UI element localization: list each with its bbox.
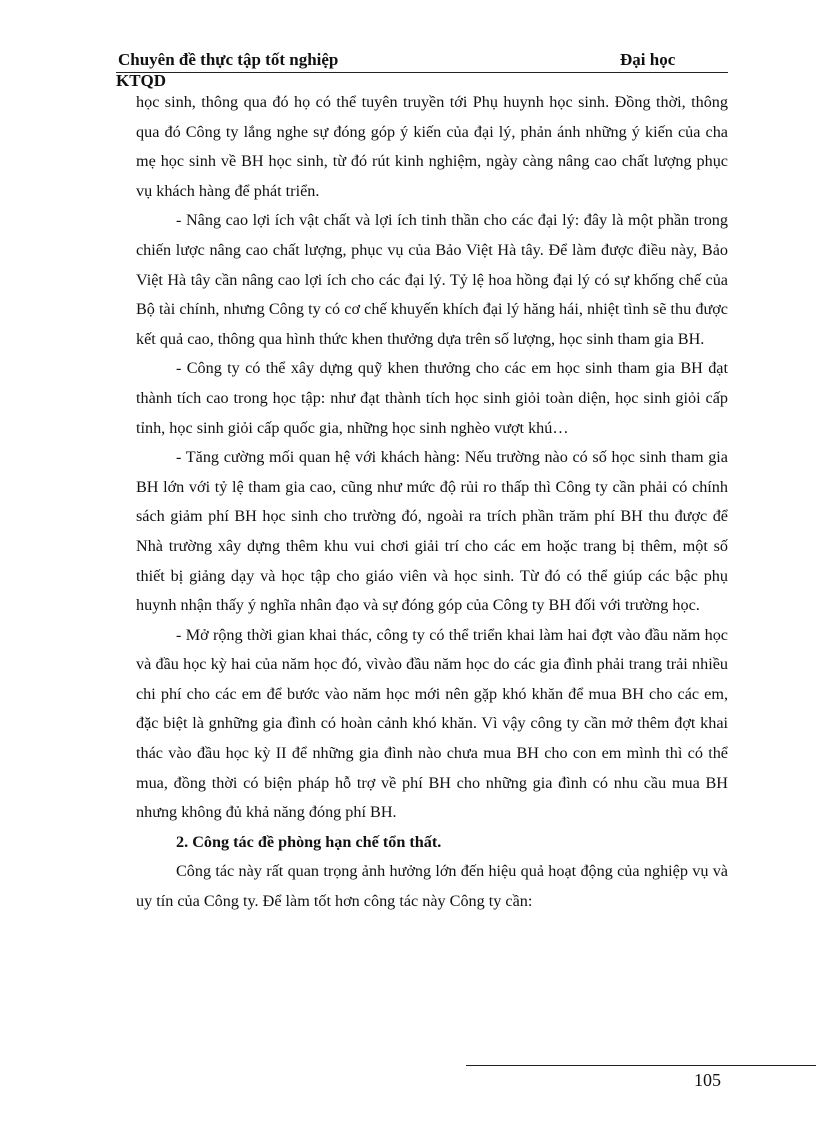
header-university: Đại học <box>620 50 676 69</box>
header-title: Chuyên đề thực tập tốt nghiệp <box>118 50 339 69</box>
document-body <box>136 88 728 917</box>
page-header <box>116 50 728 73</box>
paragraph: - Tăng cường mối quan hệ với khách hàng: Nếu trường nào có số học sinh tham gia BH lớn với tỷ lệ tham gia cao, cũng như mức độ rủi ro thấp thì Công ty cần phải có chính sách giảm phí BH học sinh cho trường đó, ngoài ra trích phần trăm phí BH thu được để Nhà trường xây dựng thêm khu vui chơi giải trí cho các em hoặc trang bị thêm, một số thiết bị giảng dạy và học tập cho giáo viên và học sinh. Từ đó có thể giúp các bậc phụ huynh nhận thấy ý nghĩa nhân đạo và sự đóng góp của Công ty BH đối với trường học. <box>136 448 728 615</box>
section-heading: 2. Công tác đề phòng hạn chế tổn thất. <box>176 832 442 851</box>
page-number: 105 <box>694 1070 721 1090</box>
paragraph: - Nâng cao lợi ích vật chất và lợi ích tinh thần cho các đại lý: đây là một phần trong chiến lược nâng cao chất lượng, phục vụ của Bảo Việt Hà tây. Để làm được điều này, Bảo Việt Hà tây cần nâng cao lợi ích cho các đại lý. Tỷ lệ hoa hồng đại lý có sự khống chế của Bộ tài chính, nhưng Công ty có cơ chế khuyến khích đại lý hăng hái, nhiệt tình sẽ thu được kết quả cao, thông qua hình thức khen thưởng dựa trên số lượng, học sinh tham gia BH. <box>136 211 728 348</box>
paragraph: - Mở rộng thời gian khai thác, công ty có thể triển khai làm hai đợt vào đầu năm học và đầu học kỳ hai của năm học đó, vìvào đầu năm học do các gia đình phải trang trải nhiều chi phí cho các em để bước vào năm học mới nên gặp khó khăn để mua BH cho các em, đặc biệt là gnhững gia đình có hoàn cảnh khó khăn. Vì vậy công ty cần mở thêm đợt khai thác vào đầu học kỳ II để những gia đình nào chưa mua BH cho con em mình thì có thể mua, đồng thời có biện pháp hỗ trợ về phí BH cho những gia đình có nhu cầu mua BH nhưng không đủ khả năng đóng phí BH. <box>136 625 728 822</box>
paragraph: - Công ty có thể xây dựng quỹ khen thưởng cho các em học sinh tham gia BH đạt thành tích cao trong học tập: như đạt thành tích học sinh giỏi toàn diện, học sinh giỏi cấp tỉnh, học sinh giỏi cấp quốc gia, những học sinh nghèo vượt khú… <box>136 359 728 437</box>
header-university-continued: KTQD <box>116 71 167 90</box>
footer-divider <box>466 1065 816 1066</box>
paragraph: Công tác này rất quan trọng ảnh hưởng lớn đến hiệu quả hoạt động của nghiệp vụ và uy tín của Công ty. Để làm tốt hơn công tác này Công ty cần: <box>136 862 728 911</box>
paragraph-continued: học sinh, thông qua đó họ có thể tuyên truyền tới Phụ huynh học sinh. Đồng thời, thông qua đó Công ty lắng nghe sự đóng góp ý kiến của đại lý, phản ánh những ý kiến của cha mẹ học sinh về BH học sinh, từ đó rút kinh nghiệm, ngày càng nâng cao chất lượng phục vụ khách hàng để phát triển. <box>136 93 728 200</box>
